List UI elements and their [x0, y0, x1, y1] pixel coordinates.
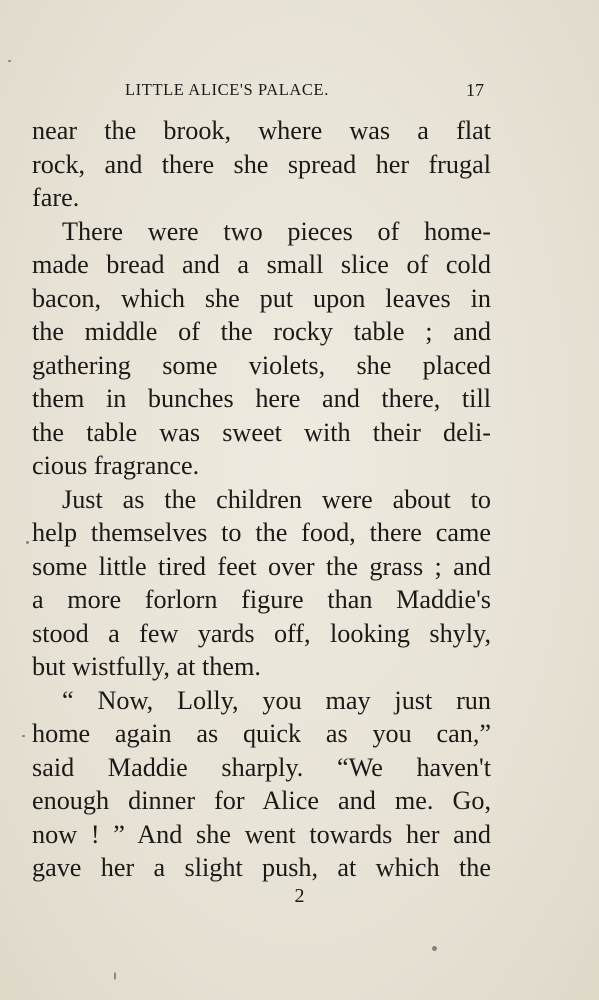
text-line: fare. — [32, 183, 80, 212]
text-line: Just as the children were about to — [62, 484, 491, 514]
paper-speck — [26, 541, 29, 544]
text-line: them in bunches here and there, till — [32, 384, 491, 413]
text-line: home again as quick as you can,” — [32, 719, 491, 748]
paper-speck — [432, 946, 437, 951]
text-line: said Maddie sharply. “We haven't — [32, 752, 491, 782]
paper-speck — [114, 972, 116, 980]
text-line: made bread and a small slice of cold — [32, 250, 491, 279]
paper-speck — [22, 735, 25, 737]
running-header — [0, 78, 599, 102]
text-line: near the brook, where was a flat — [32, 116, 491, 145]
text-line: cious fragrance. — [32, 451, 200, 480]
text-line: “ Now, Lolly, you may just run — [62, 685, 491, 715]
text-line: help themselves to the food, there came — [32, 518, 491, 547]
running-title: LITTLE ALICE'S PALACE. — [125, 80, 329, 99]
text-line: a more forlorn figure than Maddie's — [32, 585, 491, 614]
text-line: the table was sweet with their deli- — [32, 417, 491, 447]
text-line: There were two pieces of home- — [62, 216, 491, 246]
text-line: the middle of the rocky table ; and — [32, 317, 491, 346]
text-line: some little tired feet over the grass ; and — [32, 551, 491, 581]
text-line: bacon, which she put upon leaves in — [32, 283, 491, 313]
text-line: stood a few yards off, looking shyly, — [32, 618, 491, 648]
text-line: but wistfully, at them. — [32, 652, 261, 681]
page-number: 17 — [466, 80, 484, 100]
text-line: now ! ” And she went towards her and — [32, 819, 491, 849]
text-line: enough dinner for Alice and me. Go, — [32, 786, 491, 815]
text-line: gathering some violets, she placed — [32, 350, 491, 380]
body-text — [32, 114, 491, 885]
paper-speck — [8, 60, 11, 62]
text-line: rock, and there she spread her frugal — [32, 149, 491, 179]
signature-mark: 2 — [294, 885, 305, 907]
text-line: gave her a slight push, at which the — [32, 853, 491, 882]
